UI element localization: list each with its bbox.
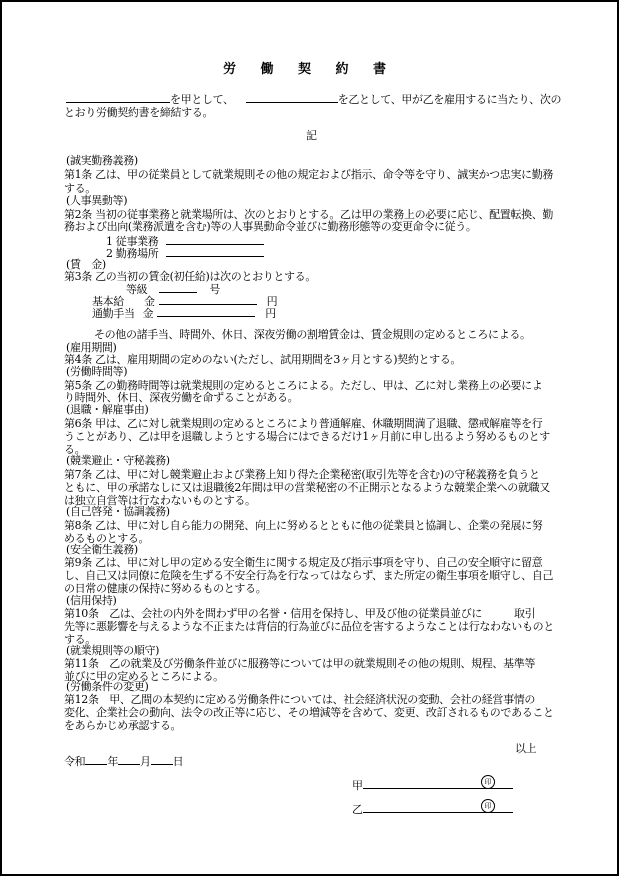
duty-row: 1 従事業務 bbox=[106, 234, 264, 248]
wage-heading: (賃 金) bbox=[66, 258, 106, 271]
article-9-text: の日常の健康の保持に努めるものとする。 bbox=[64, 582, 267, 595]
article-11-text: 第11条 乙の就業及び労働条件並びに服務等については甲の就業規則その他の規則、規程、基準等 bbox=[64, 657, 536, 670]
employer-blank[interactable] bbox=[66, 92, 170, 103]
article-7-text: ともに、甲の承諾なしに又は退職後2年間は甲の営業秘密の不正開示となるような競業企業への就職又 bbox=[64, 481, 550, 494]
article-7-heading: (競業避止・守秘義務) bbox=[66, 454, 170, 467]
article-5-text: 第5条 乙の勤務時間等は就業規則の定めるところによる。ただし、甲は、乙に対し業務上の必要によ bbox=[64, 379, 543, 392]
commute-field[interactable] bbox=[157, 306, 255, 317]
signature-a-row: 甲 印 bbox=[352, 778, 513, 792]
article-2-text: 務および出向(業務派遣を含む)等の人事異動命令並びに勤務形態等の変更命令に従う。 bbox=[64, 220, 477, 233]
article-10-text: 先等に悪影響を与えるような不正または背信的行為並びに品位を害するようなことは行なわないものと bbox=[64, 620, 554, 633]
article-5-text: り時間外、休日、深夜労働を命ずることがある。 bbox=[64, 391, 299, 404]
ki-heading: 記 bbox=[306, 129, 317, 142]
month-field[interactable] bbox=[118, 754, 140, 765]
article-6-text: 第6条 甲は、乙に対し就業規則の定めるところにより普通解雇、休職期間満了退職、懲戒解雇等を行 bbox=[64, 417, 543, 430]
article-4-text: 第4条 乙は、雇用期間の定めのない(ただし、試用期間を3ヶ月とする)契約とする。 bbox=[64, 353, 462, 366]
grade-field[interactable] bbox=[159, 282, 197, 293]
article-10-text: する。 bbox=[64, 633, 96, 646]
article-3-text: 第3条 乙の当初の賃金(初任給)は次のとおりとする。 bbox=[64, 270, 316, 283]
signature-a-field[interactable] bbox=[363, 778, 513, 789]
article-1-heading: (誠実勤務義務) bbox=[66, 154, 138, 167]
base-pay-row: 基本給 金 円 bbox=[92, 295, 278, 308]
seal-mark-a: 印 bbox=[481, 775, 495, 789]
article-8-text: めるものとする。 bbox=[64, 532, 150, 545]
workplace-row: 2 勤務場所 bbox=[106, 246, 264, 260]
article-4-heading: (雇用期間) bbox=[66, 341, 117, 354]
article-12-text: をあらかじめ承認する。 bbox=[64, 719, 182, 732]
article-7-text: は独立自営等は行なわないものとする。 bbox=[64, 494, 256, 507]
article-11-heading: (就業規則等の順守) bbox=[66, 644, 160, 657]
signature-b-row: 乙 印 bbox=[352, 802, 513, 816]
document-title: 労 働 契 約 書 bbox=[222, 62, 397, 77]
closing-ijou: 以上 bbox=[515, 742, 537, 755]
seal-mark-b: 印 bbox=[481, 799, 495, 813]
employee-blank[interactable] bbox=[246, 92, 338, 103]
day-field[interactable] bbox=[151, 754, 173, 765]
article-2-heading: (人事異動等) bbox=[66, 194, 128, 207]
year-field[interactable] bbox=[85, 754, 107, 765]
article-6-text: る。 bbox=[64, 443, 86, 456]
article-12-heading: (労働条件の変更) bbox=[66, 680, 149, 693]
article-1-text: 第1条 乙は、甲の従業員として就業規則その他の規定および指示、命令等を守り、誠実かつ忠実に勤務 bbox=[64, 168, 554, 181]
article-9-heading: (安全衛生義務) bbox=[66, 543, 138, 556]
intro-line-2: とおり労働契約書を締結する。 bbox=[64, 106, 214, 119]
duty-field[interactable] bbox=[166, 234, 264, 245]
base-pay-field[interactable] bbox=[159, 294, 257, 305]
workplace-field[interactable] bbox=[166, 246, 264, 257]
article-2-text: 第2条 当初の従事業務と就業場所は、次のとおりとする。乙は甲の業務上の必要に応じ、配置転換、勤 bbox=[64, 208, 554, 221]
wage-other-text: その他の諸手当、時間外、休日、深夜労働の割増賃金は、賃金規則の定めるところによる。 bbox=[94, 328, 531, 341]
article-6-text: うことがあり、乙は甲を退職しようとする場合にはできるだけ1ヶ月前に申し出るよう努めるものとす bbox=[64, 430, 550, 443]
article-11-text: 並びに甲の定めるところによる。 bbox=[64, 670, 224, 683]
article-10-heading: (信用保持) bbox=[66, 594, 117, 607]
grade-row: 等級 号 bbox=[126, 283, 220, 296]
article-7-text: 第7条 乙は、甲に対し競業避止および業務上知り得た企業秘密(取引先等を含む)の守秘義務を負うと bbox=[64, 468, 540, 481]
commute-row: 通勤手当 金 円 bbox=[92, 307, 276, 320]
article-9-text: し、自己又は同僚に危険を生ずる不安全行為を行なってはならず、また所定の衛生事項を順守し、自己 bbox=[64, 569, 554, 582]
article-8-heading: (自己啓発・協調義務) bbox=[66, 505, 170, 518]
article-12-text: 変化、企業社会の動向、法令の改正等に応じ、その増減等を含めて、変更、改訂されるものであること bbox=[64, 706, 554, 719]
article-12-text: 第12条 甲、乙間の本契約に定める労働条件については、社会経済状況の変動、会社の経営事情の bbox=[64, 693, 536, 706]
article-5-heading: (労働時間等) bbox=[66, 365, 128, 378]
article-1-text: する。 bbox=[64, 182, 96, 195]
article-10-text: 第10条 乙は、会社の内外を問わず甲の名誉・信用を保持し、甲及び他の従業員並びに 取引 bbox=[64, 607, 536, 620]
article-9-text: 第9条 乙は、甲に対し甲の定める安全衛生に関する規定及び指示事項を守り、自己の安全順守に留意 bbox=[64, 556, 543, 569]
article-6-heading: (退職・解雇事由) bbox=[66, 403, 149, 416]
article-8-text: 第8条 乙は、甲に対し自ら能力の開発、向上に努めるとともに他の従業員と協調し、企業の発展に努 bbox=[64, 519, 543, 532]
intro-line-1: を甲として、 を乙として、甲が乙を雇用するに当たり、次の bbox=[66, 92, 561, 106]
date-row: 令和 年 月 日 bbox=[64, 755, 184, 768]
signature-b-field[interactable] bbox=[363, 802, 513, 813]
